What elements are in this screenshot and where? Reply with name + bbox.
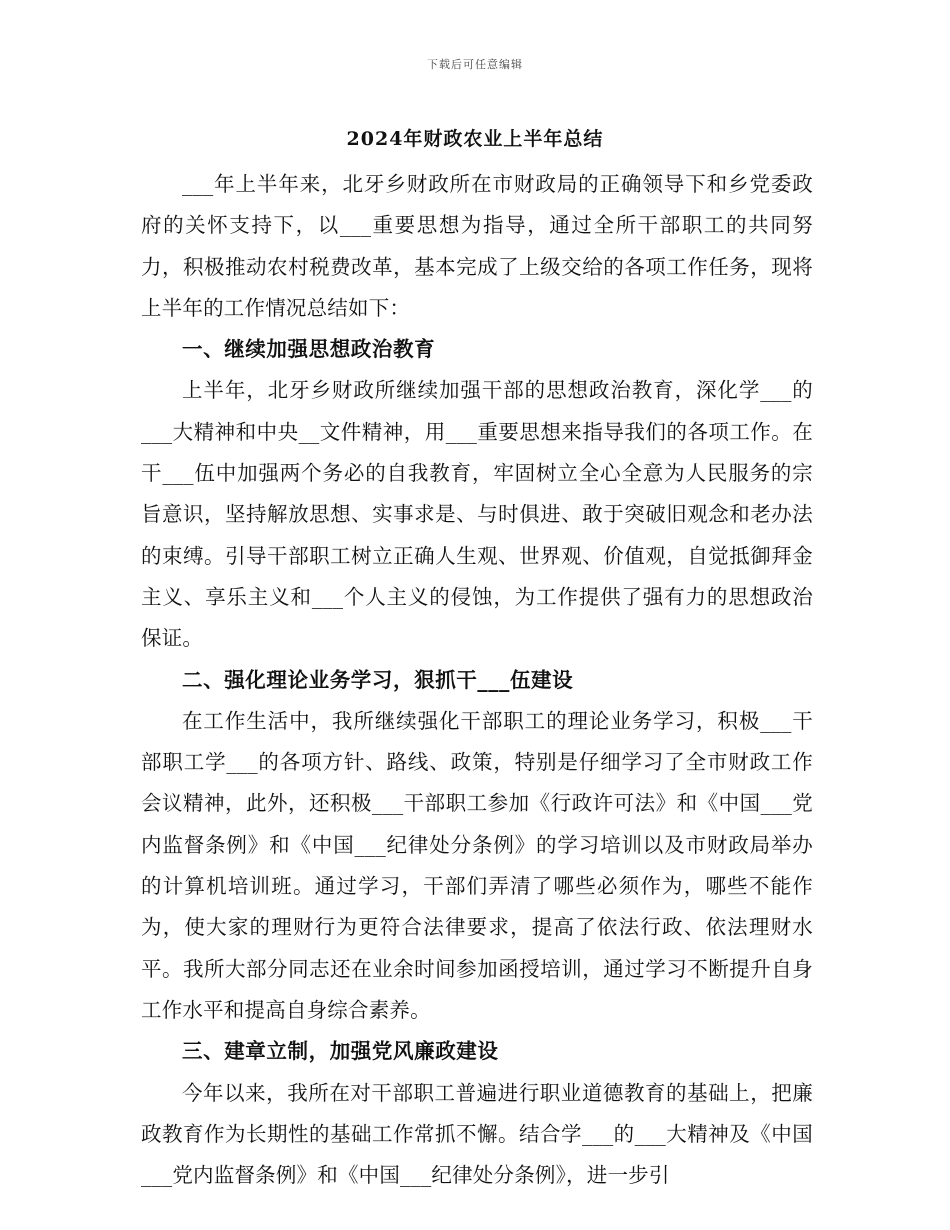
section-heading-2: 二、强化理论业务学习，狠抓干___伍建设 [182,667,574,692]
header-note: 下载后可任意编辑 [427,58,523,71]
section-heading-3: 三、建章立制，加强党风廉政建设 [182,1039,499,1064]
section-body-3: 今年以来，我所在对干部职工普遍进行职业道德教育的基础上，把廉政教育作为长期性的基础工作常抓不懈。结合学___的___大精神及《中国___党内监督条例》和《中国___纪律处分条例》，进一步引 [141,1080,813,1188]
document-body [141,164,813,1196]
intro-paragraph: ___年上半年来，北牙乡财政所在市财政局的正确领导下和乡党委政府的关怀支持下，以___重要思想为指导，通过全所干部职工的共同努力，积极推动农村税费改革，基本完成了上级交给的各项工作任务，现将上半年的工作情况总结如下： [141,172,813,320]
document-title: 2024年财政农业上半年总结 [346,128,604,150]
section-body-1: 上半年，北牙乡财政所继续加强干部的思想政治教育，深化学___的___大精神和中央__文件精神，用___重要思想来指导我们的各项工作。在干___伍中加强两个务必的自我教育，牢固树立全心全意为人民服务的宗旨意识，坚持解放思想、实事求是、与时俱进、敢于突破旧观念和老办法的束缚。引导干部职工树立正确人生观、世界观、价值观，自觉抵御拜金主义、享乐主义和___个人主义的侵蚀，为工作提供了强有力的思想政治保证。 [141,378,813,651]
section-heading-1: 一、继续加强思想政治教育 [182,337,436,362]
section-body-2: 在工作生活中，我所继续强化干部职工的理论业务学习，积极___干部职工学___的各项方针、路线、政策，特别是仔细学习了全市财政工作会议精神，此外，还积极___干部职工参加《行政许可法》和《中国___党内监督条例》和《中国___纪律处分条例》的学习培训以及市财政局举办的计算机培训班。通过学习，干部们弄清了哪些必须作为，哪些不能作为，使大家的理财行为更符合法律要求，提高了依法行政、依法理财水平。我所大部分同志还在业余时间参加函授培训，通过学习不断提升自身工作水平和提高自身综合素养。 [141,708,813,1022]
